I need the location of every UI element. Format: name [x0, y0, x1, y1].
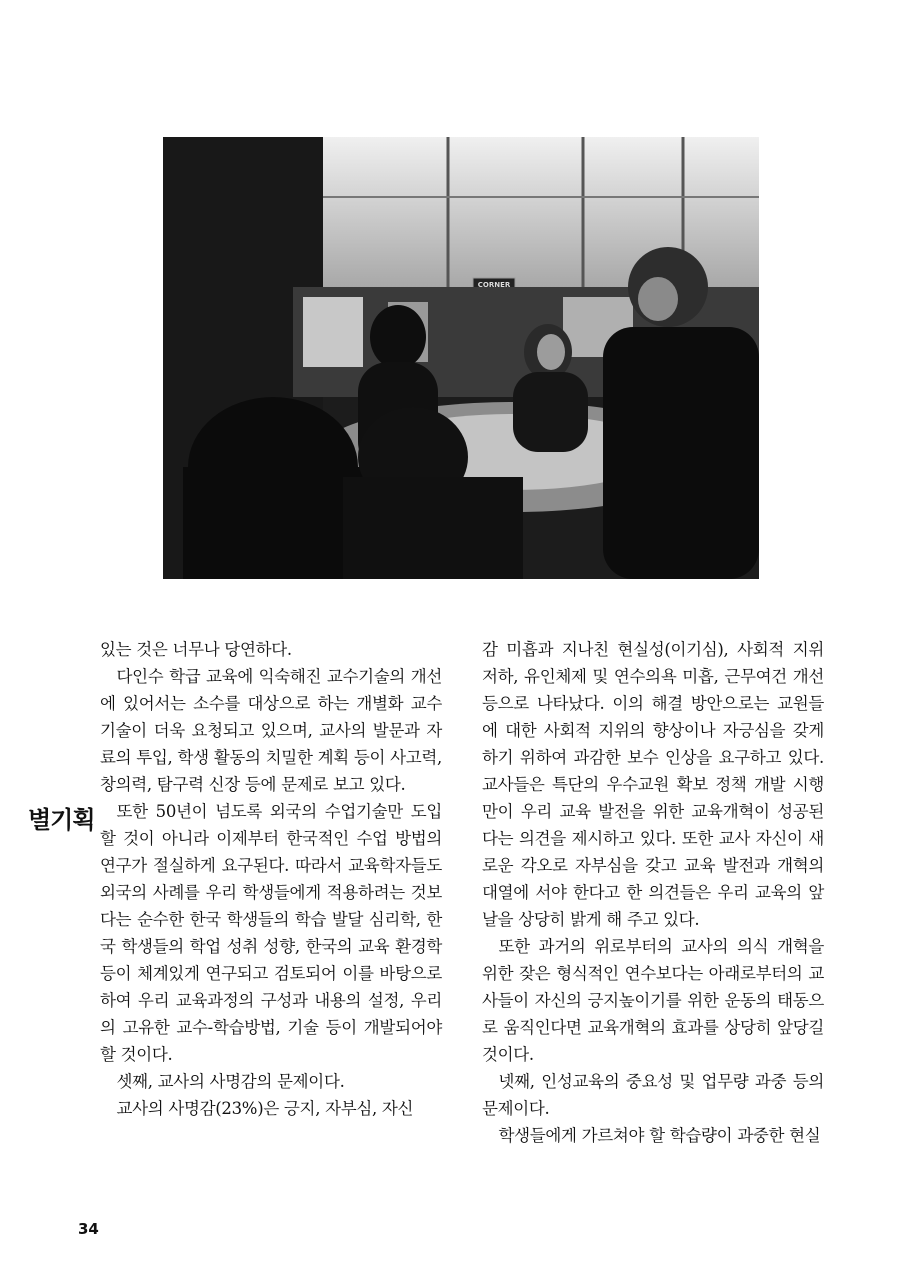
classroom-photo [163, 137, 759, 579]
photo-sign-text: CORNER [477, 281, 511, 289]
section-label: 별기획 [28, 806, 95, 834]
left-text-column [100, 636, 442, 1122]
paragraph: 다인수 학급 교육에 익숙해진 교수기술의 개선에 있어서는 소수를 대상으로 하는 개별화 교수기술이 더욱 요청되고 있으며, 교사의 발문과 자료의 투입, 학생 활동의 치밀한 계획 등이 사고력, 창의력, 탐구력 신장 등에 문제로 보고 있다. [100, 667, 442, 794]
paragraph: 셋째, 교사의 사명감의 문제이다. [116, 1072, 345, 1091]
right-text-column [482, 636, 824, 1149]
paragraph: 학생들에게 가르쳐야 할 학습량이 과중한 현실 [498, 1126, 821, 1145]
paragraph: 또한 과거의 위로부터의 교사의 의식 개혁을 위한 잦은 형식적인 연수보다는 아래로부터의 교사들이 자신의 긍지높이기를 위한 운동의 태동으로 움직인다면 교육개혁의 효과를 상당히 앞당길 것이다. [482, 937, 824, 1064]
classroom-photo-image [163, 137, 759, 579]
paragraph: 넷째, 인성교육의 중요성 및 업무량 과중 등의 문제이다. [482, 1072, 824, 1118]
paragraph: 있는 것은 너무나 당연하다. [100, 640, 292, 659]
paragraph: 감 미흡과 지나친 현실성(이기심), 사회적 지위 저하, 유인체제 및 연수의욕 미흡, 근무여건 개선 등으로 나타났다. 이의 해결 방안으로는 교원들에 대한 사회적 지위의 향상이나 자긍심을 갖게 하기 위하여 과감한 보수 인상을 요구하고 있다. 교사들은 특단의 우수교원 확보 정책 개발 시행만이 우리 교육 발전을 위한 교육개혁이 성공된다는 의견을 제시하고 있다. 또한 교사 자신이 새로운 각오로 자부심을 갖고 교육 발전과 개혁의 대열에 서야 한다고 한 의견들은 우리 교육의 앞날을 상당히 밝게 해 주고 있다. [482, 640, 824, 929]
paragraph: 또한 50년이 넘도록 외국의 수업기술만 도입할 것이 아니라 이제부터 한국적인 수업 방법의 연구가 절실하게 요구된다. 따라서 교육학자들도 외국의 사례를 우리 학생들에게 적용하려는 것보다는 순수한 한국 학생들의 학습 발달 심리학, 한국 학생들의 학업 성취 성향, 한국의 교육 환경학 등이 체계있게 연구되고 검토되어 이를 바탕으로 하여 우리 교육과정의 구성과 내용의 설정, 우리의 고유한 교수-학습방법, 기술 등이 개발되어야 할 것이다. [100, 802, 442, 1064]
page-number: 34 [78, 1220, 99, 1238]
paragraph: 교사의 사명감(23%)은 긍지, 자부심, 자신 [116, 1099, 414, 1118]
